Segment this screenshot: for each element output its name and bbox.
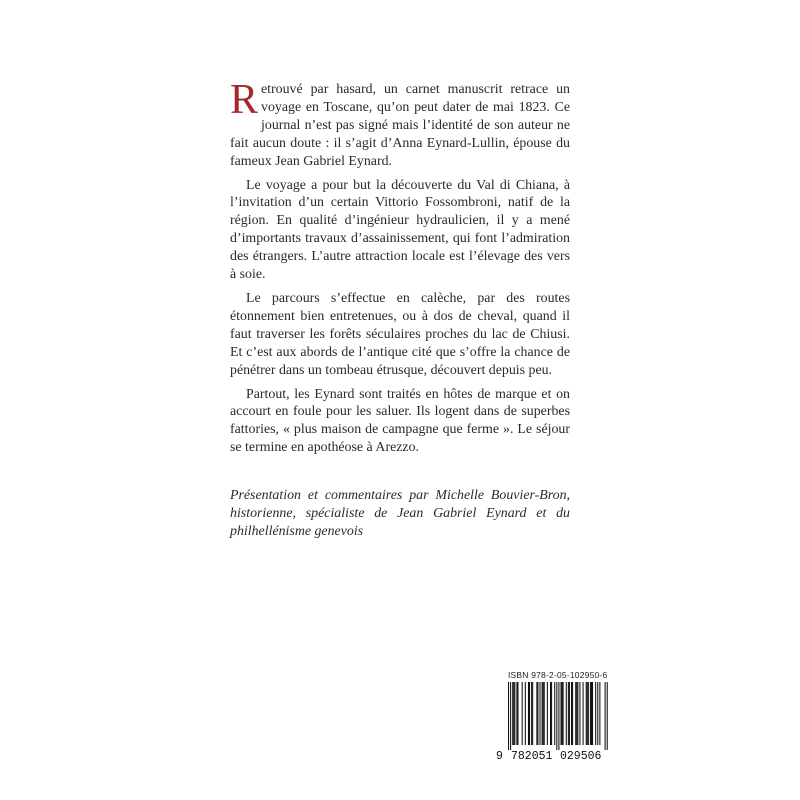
barcode-bar [531,682,532,745]
credits: Présentation et commentaires par Michelle Bouvier-Bron, historienne, spécialiste de Jean Gabriel Eynard et du philhellénisme genevois [230,488,570,539]
drop-cap: R [230,77,259,123]
barcode-bar [568,682,569,745]
barcode-bar [551,682,552,745]
barcode-bar [586,682,587,745]
barcode-bar [510,682,511,750]
barcode-bar [590,682,591,745]
barcode-bar [543,682,544,745]
barcode-bar [528,682,529,745]
barcode-bar [587,682,588,745]
barcode-bar [514,682,515,745]
barcode-bar [588,682,589,745]
barcode-bar [529,682,530,745]
barcode-bar [516,682,517,745]
barcode-bar [540,682,541,745]
isbn-barcode [493,668,623,768]
barcode-bar [571,682,572,745]
barcode-bar [544,682,545,745]
barcode-bar [595,682,596,745]
blurb [230,77,570,463]
barcode-bar [561,682,562,745]
barcode-bar [513,682,514,745]
barcode-bar [566,682,567,745]
barcode-bar [599,682,600,745]
barcode-bar [512,682,513,745]
paragraph-1-text: etrouvé par hasard, un carnet manuscrit retrace un voyage en Toscane, qu’on peut dater de mai 1823. Ce journal n’est pas signé mais l’identité de son auteur ne fait aucun doute : il s’agit d’Anna Eynard-Lullin, épouse du fameux Jean Gabriel Eynard. [230,82,570,169]
barcode-bar [579,682,580,745]
barcode-bar [558,682,559,750]
barcode-bar [532,682,533,745]
barcode-left-group: 782051 [511,750,553,763]
barcode-bar [522,682,523,745]
barcode-bar [508,682,509,750]
barcode-bar [607,682,608,750]
blurb-paragraph-1 [230,77,570,171]
barcode-bar [597,682,598,745]
barcode-bar [572,682,573,745]
barcode-bar [556,682,557,750]
barcode-bar [525,682,526,745]
barcode-bar [576,682,577,745]
barcode-bar [569,682,570,745]
barcode-right-group: 029506 [560,750,602,763]
barcode-lead-digit: 9 [496,750,503,763]
barcode-bar [562,682,563,745]
barcode-bar [575,682,576,745]
barcode-bar [591,682,592,745]
blurb-paragraph-4: Partout, les Eynard sont traités en hôtes de marque et on accourt en foule pour les saluer. Ils logent dans de superbes fattories, « plus maison de campagne que ferme ». Le séjour se termine en apothéose à Arezzo. [230,386,570,456]
barcode-bar [550,682,551,745]
barcode-bar [605,682,606,750]
blurb-paragraph-3: Le parcours s’effectue en calèche, par des routes étonnement bien entretenues, ou à dos de cheval, quand il faut traverser les forêts séculaires proches du lac de Chiusi. Et c’est aux abords de l’antique cité que s’offre la chance de pénétrer dans un tombeau étrusque, découvert depuis peu. [230,290,570,378]
isbn-label: ISBN 978-2-05-102950-6 [508,670,608,680]
barcode-bar [554,682,555,745]
barcode-bars [508,682,608,750]
barcode-bar [537,682,538,745]
barcode-bar [583,682,584,745]
barcode-bar [577,682,578,745]
barcode-bar [536,682,537,745]
blurb-paragraph-2: Le voyage a pour but la découverte du Val di Chiana, à l’invitation d’un certain Vittorio Fossombroni, natif de la région. En qualité d’ingénieur hydraulicien, il y a mené d’importants travaux d’assainissement, qui font l’admiration des étrangers. L’autre attraction locale est l’élevage des vers à soie. [230,177,570,283]
barcode-bar [563,682,564,745]
barcode-bar [517,682,518,745]
barcode-bar [592,682,593,745]
barcode-bar [547,682,548,745]
barcode-bar [542,682,543,745]
